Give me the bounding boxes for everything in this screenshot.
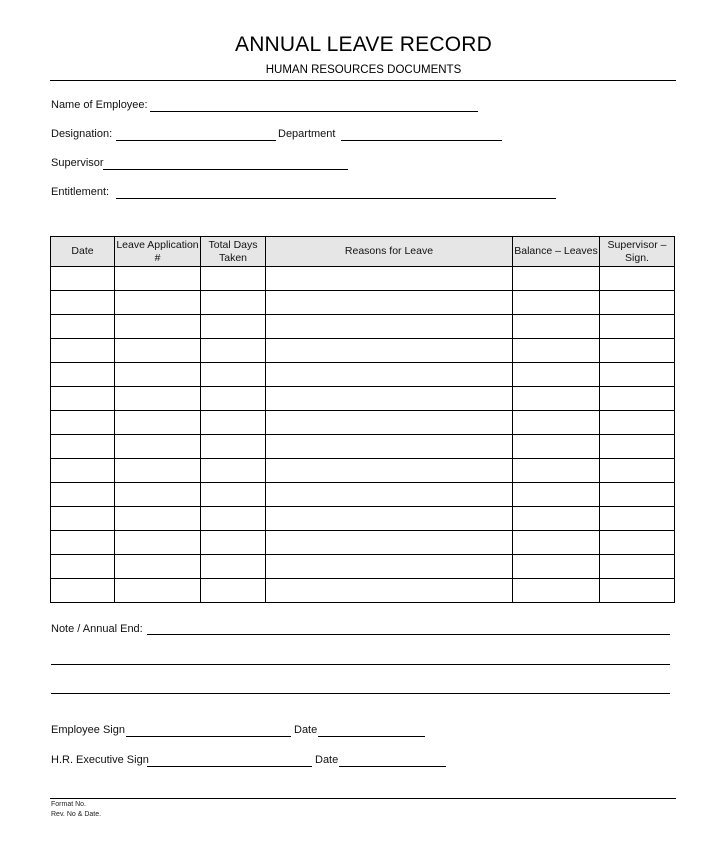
- supervisor-label: Supervisor: [51, 157, 104, 169]
- employee-sign-label: Employee Sign: [51, 724, 125, 736]
- department-label: Department: [278, 128, 336, 140]
- table-cell[interactable]: [51, 435, 115, 459]
- table-cell[interactable]: [115, 267, 201, 291]
- table-cell[interactable]: [513, 459, 600, 483]
- table-cell[interactable]: [115, 315, 201, 339]
- col-header-supervisor-sign: Supervisor – Sign.: [600, 237, 675, 267]
- table-row: [51, 435, 675, 459]
- note-line-2[interactable]: [51, 664, 670, 665]
- designation-label: Designation:: [51, 128, 113, 140]
- table-cell[interactable]: [201, 483, 266, 507]
- table-row: [51, 483, 675, 507]
- table-row: [51, 363, 675, 387]
- table-cell[interactable]: [266, 291, 513, 315]
- col-header-balance: Balance – Leaves: [513, 237, 600, 267]
- table-cell[interactable]: [51, 579, 115, 603]
- table-row: [51, 315, 675, 339]
- entitlement-field[interactable]: [116, 198, 556, 199]
- footer-divider: [50, 798, 676, 799]
- hr-date-label: Date: [315, 754, 339, 766]
- table-cell[interactable]: [201, 267, 266, 291]
- format-no-label: Format No.: [51, 801, 87, 808]
- col-header-total-days: Total Days Taken: [201, 237, 266, 267]
- page-subtitle: HUMAN RESOURCES DOCUMENTS: [265, 64, 462, 76]
- table-cell[interactable]: [51, 291, 115, 315]
- table-cell[interactable]: [51, 339, 115, 363]
- table-cell[interactable]: [201, 291, 266, 315]
- table-row: [51, 531, 675, 555]
- table-cell[interactable]: [115, 411, 201, 435]
- table-cell[interactable]: [115, 435, 201, 459]
- table-cell[interactable]: [201, 339, 266, 363]
- rev-no-label: Rev. No & Date.: [51, 811, 102, 818]
- table-cell[interactable]: [51, 555, 115, 579]
- table-cell[interactable]: [266, 339, 513, 363]
- table-cell[interactable]: [51, 411, 115, 435]
- table-cell[interactable]: [115, 387, 201, 411]
- table-cell[interactable]: [115, 579, 201, 603]
- table-cell[interactable]: [115, 507, 201, 531]
- designation-field[interactable]: [116, 140, 276, 141]
- note-line-3[interactable]: [51, 693, 670, 694]
- table-cell[interactable]: [266, 579, 513, 603]
- table-row: [51, 291, 675, 315]
- table-cell[interactable]: [115, 483, 201, 507]
- table-cell[interactable]: [51, 315, 115, 339]
- table-cell[interactable]: [266, 507, 513, 531]
- table-cell[interactable]: [115, 531, 201, 555]
- table-cell[interactable]: [513, 579, 600, 603]
- table-cell[interactable]: [600, 411, 675, 435]
- table-cell[interactable]: [513, 507, 600, 531]
- note-line-1[interactable]: [147, 634, 670, 635]
- table-cell[interactable]: [600, 531, 675, 555]
- table-row: [51, 339, 675, 363]
- table-row: [51, 555, 675, 579]
- table-cell[interactable]: [266, 267, 513, 291]
- table-cell[interactable]: [513, 483, 600, 507]
- department-field[interactable]: [341, 140, 502, 141]
- table-row: [51, 387, 675, 411]
- table-row: [51, 267, 675, 291]
- table-cell[interactable]: [513, 267, 600, 291]
- table-cell[interactable]: [51, 483, 115, 507]
- table-cell[interactable]: [600, 555, 675, 579]
- col-header-date: Date: [51, 237, 115, 267]
- table-cell[interactable]: [266, 531, 513, 555]
- table-cell[interactable]: [266, 411, 513, 435]
- table-cell[interactable]: [600, 363, 675, 387]
- table-cell[interactable]: [115, 291, 201, 315]
- table-cell[interactable]: [600, 339, 675, 363]
- table-cell[interactable]: [600, 267, 675, 291]
- table-cell[interactable]: [266, 459, 513, 483]
- table-cell[interactable]: [115, 363, 201, 387]
- page-title: ANNUAL LEAVE RECORD: [234, 33, 493, 56]
- table-cell[interactable]: [513, 555, 600, 579]
- employee-date-field[interactable]: [318, 736, 425, 737]
- name-of-employee-field[interactable]: [150, 111, 478, 112]
- table-cell[interactable]: [51, 531, 115, 555]
- table-cell[interactable]: [115, 459, 201, 483]
- table-cell[interactable]: [201, 459, 266, 483]
- table-cell[interactable]: [513, 531, 600, 555]
- table-cell[interactable]: [266, 555, 513, 579]
- table-cell[interactable]: [513, 411, 600, 435]
- table-cell[interactable]: [600, 291, 675, 315]
- table-cell[interactable]: [201, 315, 266, 339]
- table-cell[interactable]: [51, 507, 115, 531]
- hr-sign-field[interactable]: [147, 766, 312, 767]
- entitlement-label: Entitlement:: [51, 186, 110, 198]
- table-cell[interactable]: [266, 483, 513, 507]
- col-header-leave-application: Leave Application #: [115, 237, 201, 267]
- table-cell[interactable]: [115, 339, 201, 363]
- table-cell[interactable]: [51, 267, 115, 291]
- hr-sign-label: H.R. Executive Sign: [51, 754, 149, 766]
- table-cell[interactable]: [201, 507, 266, 531]
- table-cell[interactable]: [600, 579, 675, 603]
- table-cell[interactable]: [600, 459, 675, 483]
- table-cell[interactable]: [266, 315, 513, 339]
- leave-record-table: [50, 236, 675, 603]
- employee-sign-field[interactable]: [126, 736, 291, 737]
- table-cell[interactable]: [513, 315, 600, 339]
- table-cell[interactable]: [600, 387, 675, 411]
- table-cell[interactable]: [513, 363, 600, 387]
- table-cell[interactable]: [600, 315, 675, 339]
- hr-date-field[interactable]: [339, 766, 446, 767]
- table-row: [51, 507, 675, 531]
- table-cell[interactable]: [201, 435, 266, 459]
- table-cell[interactable]: [600, 507, 675, 531]
- name-of-employee-label: Name of Employee:: [51, 99, 148, 111]
- table-cell[interactable]: [115, 555, 201, 579]
- table-cell[interactable]: [201, 555, 266, 579]
- table-cell[interactable]: [51, 363, 115, 387]
- table-cell[interactable]: [201, 531, 266, 555]
- table-cell[interactable]: [201, 387, 266, 411]
- table-row: [51, 459, 675, 483]
- employee-date-label: Date: [294, 724, 318, 736]
- table-cell[interactable]: [513, 339, 600, 363]
- table-cell[interactable]: [266, 363, 513, 387]
- table-cell[interactable]: [201, 579, 266, 603]
- table-body: [51, 267, 675, 603]
- header-divider: [50, 80, 676, 81]
- table-cell[interactable]: [51, 459, 115, 483]
- table-cell[interactable]: [513, 435, 600, 459]
- table-cell[interactable]: [600, 435, 675, 459]
- table-row: [51, 411, 675, 435]
- table-cell[interactable]: [201, 363, 266, 387]
- table-header-row: [51, 237, 675, 267]
- note-label: Note / Annual End:: [51, 623, 143, 635]
- supervisor-field[interactable]: [103, 169, 348, 170]
- table-cell[interactable]: [51, 387, 115, 411]
- table-cell[interactable]: [513, 291, 600, 315]
- table-cell[interactable]: [266, 435, 513, 459]
- table-cell[interactable]: [201, 411, 266, 435]
- col-header-reasons: Reasons for Leave: [266, 237, 513, 267]
- table-row: [51, 579, 675, 603]
- table-cell[interactable]: [600, 483, 675, 507]
- table-cell[interactable]: [513, 387, 600, 411]
- table-cell[interactable]: [266, 387, 513, 411]
